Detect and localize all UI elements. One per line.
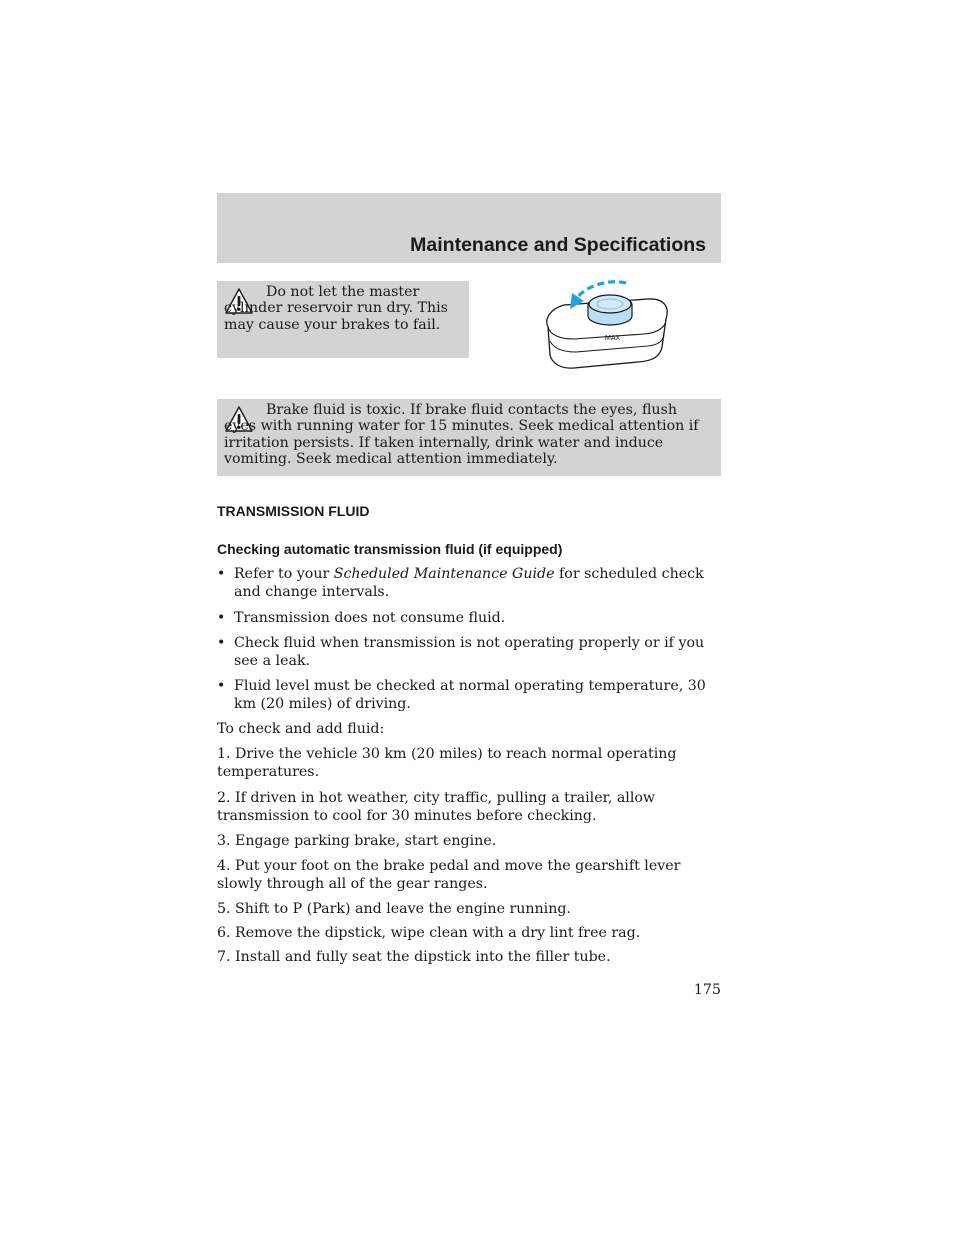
- max-label: MAX: [605, 335, 621, 342]
- bullet-dot: •: [217, 678, 226, 694]
- list-item: [217, 565, 721, 601]
- intro-text: To check and add fluid:: [217, 721, 385, 737]
- step-item: 2. If driven in hot weather, city traffic, pulling a trailer, allow transmission to cool for 30 minutes before checking.: [217, 790, 656, 824]
- bullet-text: Transmission does not consume fluid.: [234, 610, 506, 626]
- step-item: 6. Remove the dipstick, wipe clean with a dry lint free rag.: [217, 925, 641, 941]
- bullet-dot: •: [217, 610, 226, 626]
- page-title: Maintenance and Specifications: [410, 234, 706, 256]
- bullet-dot: •: [217, 566, 226, 582]
- bullet-text: Fluid level must be checked at normal operating temperature, 30 km (20 miles) of driving.: [234, 678, 706, 712]
- list-item: [217, 634, 721, 670]
- section-header-band: [217, 193, 721, 263]
- subsection-heading: Checking automatic transmission fluid (if equipped): [217, 541, 563, 557]
- warning-box-toxic: [217, 399, 721, 476]
- step-item: 1. Drive the vehicle 30 km (20 miles) to reach normal operating temperatures.: [217, 746, 677, 780]
- bullet-text: Check fluid when transmission is not operating properly or if you see a leak.: [234, 635, 705, 669]
- list-item: [217, 609, 721, 627]
- bullet-dot: •: [217, 635, 226, 651]
- warning-text: Brake fluid is toxic. If brake fluid contacts the eyes, flush eyes with running water for 15 minutes. Seek medical attention if irritation persists. If taken internally, drink water and induce vomiting. Seek medical attention immediately.: [224, 402, 699, 467]
- brake-reservoir-illustration: [540, 279, 672, 371]
- step-item: 7. Install and fully seat the dipstick into the filler tube.: [217, 949, 611, 965]
- page-number: 175: [693, 982, 721, 998]
- warning-text: Do not let the master cylinder reservoir run dry. This may cause your brakes to fail.: [224, 284, 448, 333]
- step-item: 5. Shift to P (Park) and leave the engine running.: [217, 901, 571, 917]
- step-item: 3. Engage parking brake, start engine.: [217, 833, 497, 849]
- step-item: 4. Put your foot on the brake pedal and move the gearshift lever slowly through all of the gear ranges.: [217, 858, 681, 892]
- guide-title: Scheduled Maintenance Guide: [333, 566, 555, 582]
- list-item: [217, 677, 721, 713]
- warning-box-reservoir: [217, 281, 469, 358]
- bullet-text: Refer to your Scheduled Maintenance Guide for scheduled check and change intervals.: [234, 566, 704, 600]
- section-heading: TRANSMISSION FLUID: [217, 503, 370, 519]
